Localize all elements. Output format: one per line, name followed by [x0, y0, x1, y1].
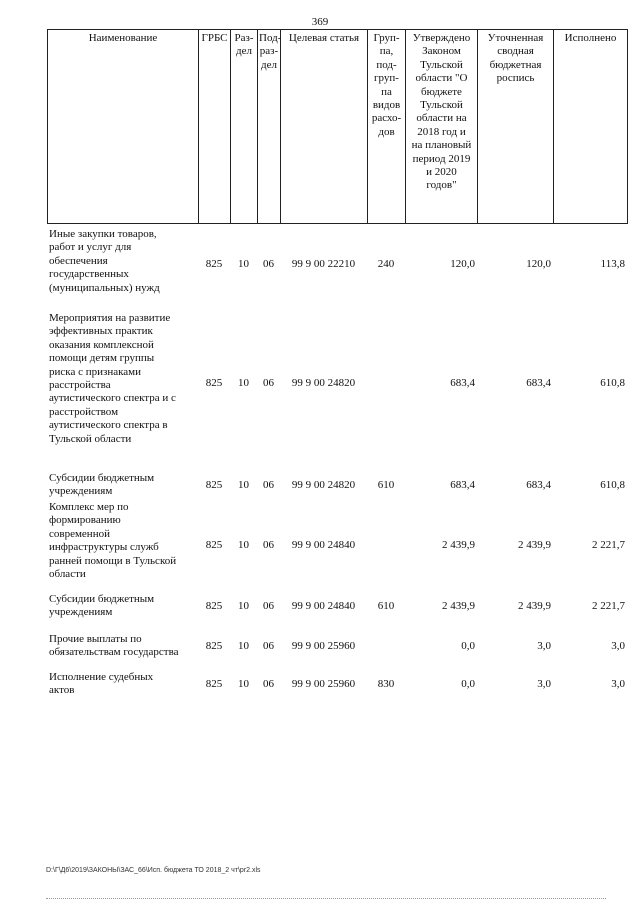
row-target-article: 99 9 00 24840 [291, 600, 356, 612]
row-expense-group: 830 [377, 678, 395, 690]
row-executed: 610,8 [600, 479, 625, 491]
row-executed: 2 221,7 [592, 600, 625, 612]
row-approved: 683,4 [450, 479, 475, 491]
header-podrazdel: Под- раз- дел [258, 30, 281, 224]
page-number: 369 [311, 16, 329, 28]
row-target-article: 99 9 00 25960 [291, 640, 356, 652]
row-refined: 683,4 [526, 377, 551, 389]
row-refined: 3,0 [537, 640, 551, 652]
row-podrazdel: 06 [263, 539, 274, 551]
row-target-article: 99 9 00 25960 [291, 678, 356, 690]
row-grbs: 825 [205, 479, 223, 491]
row-approved: 2 439,9 [442, 539, 475, 551]
row-podrazdel: 06 [263, 479, 274, 491]
row-refined: 683,4 [526, 479, 551, 491]
row-approved: 683,4 [450, 377, 475, 389]
header-razdel: Раз- дел [231, 30, 258, 224]
footer-file-path: D:\Г\Д6\2019\ЗАКОНЫ\ЗАС_66\Исп. бюджета ТО 2018_2 чт\pr2.xls [46, 867, 261, 874]
row-razdel: 10 [238, 640, 249, 652]
table-header [47, 29, 628, 224]
row-name: Субсидии бюджетным учреждениям [49, 593, 155, 619]
row-podrazdel: 06 [263, 600, 274, 612]
row-executed: 610,8 [600, 377, 625, 389]
row-razdel: 10 [238, 539, 249, 551]
row-target-article: 99 9 00 24820 [291, 479, 356, 491]
row-executed: 3,0 [611, 678, 625, 690]
row-podrazdel: 06 [263, 640, 274, 652]
row-razdel: 10 [238, 377, 249, 389]
row-refined: 3,0 [537, 678, 551, 690]
row-razdel: 10 [238, 479, 249, 491]
row-razdel: 10 [238, 678, 249, 690]
row-approved: 0,0 [461, 678, 475, 690]
row-grbs: 825 [205, 377, 223, 389]
row-podrazdel: 06 [263, 258, 274, 270]
row-razdel: 10 [238, 258, 249, 270]
row-approved: 120,0 [450, 258, 475, 270]
row-expense-group: 240 [377, 258, 395, 270]
row-podrazdel: 06 [263, 678, 274, 690]
row-approved: 0,0 [461, 640, 475, 652]
header-refined: Уточненная сводная бюджетная роспись [478, 30, 554, 224]
row-grbs: 825 [205, 539, 223, 551]
header-name: Наименование [48, 30, 199, 224]
row-name: Субсидии бюджетным учреждениям [49, 472, 155, 498]
row-target-article: 99 9 00 24840 [291, 539, 356, 551]
bottom-divider [46, 898, 606, 899]
header-expense-group: Груп- па, под- груп- па видов расхо- дов [368, 30, 406, 224]
header-executed: Исполнено [554, 30, 628, 224]
row-name: Иные закупки товаров, работ и услуг для обеспечения государственных (муниципальных) нужд [49, 228, 160, 294]
row-refined: 2 439,9 [518, 600, 551, 612]
row-grbs: 825 [205, 600, 223, 612]
header-target-article: Целевая статья [281, 30, 368, 224]
row-refined: 120,0 [526, 258, 551, 270]
row-executed: 3,0 [611, 640, 625, 652]
row-approved: 2 439,9 [442, 600, 475, 612]
row-name: Мероприятия на развитие эффективных практик оказания комплексной помощи детям группы риска с признаками расстройства аутистического спектра и с расстройством аутистического спектра в Тульской области [49, 312, 176, 445]
row-executed: 113,8 [600, 258, 625, 270]
row-grbs: 825 [205, 640, 223, 652]
row-podrazdel: 06 [263, 377, 274, 389]
header-grbs: ГРБС [199, 30, 231, 224]
row-razdel: 10 [238, 600, 249, 612]
row-name: Комплекс мер по формированию современной инфраструктуры служб ранней помощи в Тульской области [49, 501, 177, 581]
row-target-article: 99 9 00 22210 [291, 258, 356, 270]
row-expense-group: 610 [377, 600, 395, 612]
row-target-article: 99 9 00 24820 [291, 377, 356, 389]
row-grbs: 825 [205, 258, 223, 270]
row-refined: 2 439,9 [518, 539, 551, 551]
header-approved: Утверждено Законом Тульской области "О бюджете Тульской области на 2018 год и на плановый период 2019 и 2020 годов" [406, 30, 478, 224]
row-name: Прочие выплаты по обязательствам государства [49, 633, 179, 659]
row-grbs: 825 [205, 678, 223, 690]
row-name: Исполнение судебных актов [49, 671, 154, 697]
row-executed: 2 221,7 [592, 539, 625, 551]
row-expense-group: 610 [377, 479, 395, 491]
